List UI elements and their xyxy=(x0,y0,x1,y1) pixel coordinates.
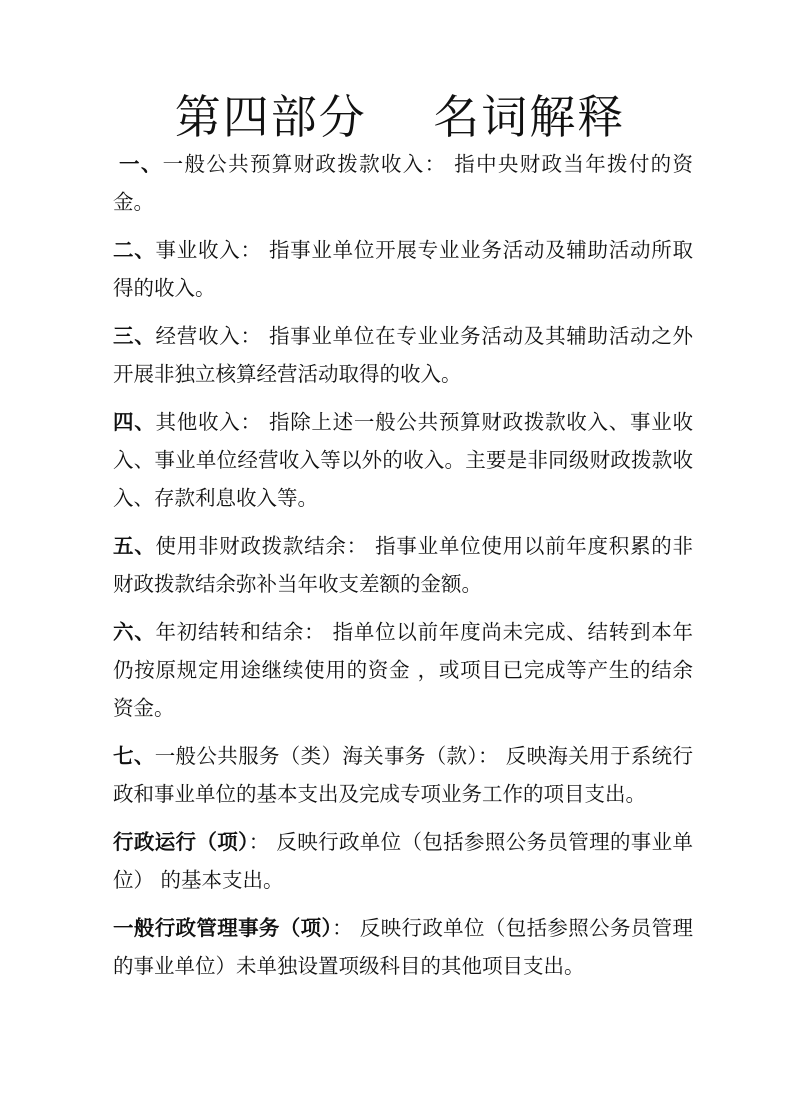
entry-term-plain: 事业收入 xyxy=(155,238,241,262)
entry-term: 二、 xyxy=(113,238,156,262)
entry-term-plain: 经营收入 xyxy=(155,324,241,348)
entry-separator: ： xyxy=(332,916,360,940)
entry-term-plain: 一般公共预算财政拨款收入 xyxy=(162,152,425,176)
entry-term-plain: 年初结转和结余 xyxy=(155,620,305,644)
entry-term-plain: 使用非财政拨款结余 xyxy=(155,534,347,558)
entry-separator: ： xyxy=(240,324,269,348)
entry-definition: 反映行政单位（包括参照公务员管理的事业单位） 的基本支出。 xyxy=(113,830,693,892)
entry-definition: 反映行政单位（包括参照公务员管理的事业单位）未单独设置项级科目的其他项目支出。 xyxy=(113,916,694,978)
definition-entry xyxy=(113,823,693,899)
entry-term-plain: 一般公共服务（类）海关事务（款） xyxy=(154,744,479,768)
entry-separator: ： xyxy=(478,744,506,768)
entry-term: 五、 xyxy=(113,534,156,558)
page-title: 第四部分 名词解释 xyxy=(174,90,626,144)
entry-term: 六、 xyxy=(113,620,156,644)
entry-term: 四、 xyxy=(113,410,156,434)
entry-definition: 指事业单位开展专业业务活动及辅助活动所取得的收入。 xyxy=(113,238,694,300)
entry-separator: ： xyxy=(346,534,376,558)
entry-term-plain: 其他收入 xyxy=(155,410,241,434)
entry-term: 一般行政管理事务（项） xyxy=(113,916,333,940)
entry-definition: 指中央财政当年拨付的资金。 xyxy=(113,152,694,214)
entry-definition: 反映海关用于系统行政和事业单位的基本支出及完成专项业务工作的项目支出。 xyxy=(113,744,694,806)
entry-separator: ： xyxy=(424,152,455,176)
entry-separator: ： xyxy=(240,410,269,434)
definition-entry xyxy=(113,231,693,307)
definition-entry xyxy=(113,145,693,221)
entry-separator: ： xyxy=(240,238,269,262)
entry-term: 行政运行（项） xyxy=(113,830,249,854)
entry-separator: ： xyxy=(248,830,277,854)
entry-term: 七、 xyxy=(113,744,155,768)
entry-term: 三、 xyxy=(113,324,156,348)
entry-separator: ： xyxy=(304,620,333,644)
definition-entry xyxy=(113,527,693,603)
definition-entry xyxy=(113,909,693,985)
definition-entry xyxy=(113,317,693,393)
entry-definition: 指事业单位使用以前年度积累的非财政拨款结余弥补当年收支差额的金额。 xyxy=(113,534,693,596)
definition-entry xyxy=(113,403,693,517)
entry-definition: 指除上述一般公共预算财政拨款收入、事业收入、事业单位经营收入等以外的收入。主要是非同级财政拨款收入、存款利息收入等。 xyxy=(113,410,694,510)
definition-entry xyxy=(113,613,693,727)
entry-term: 一、 xyxy=(119,152,163,176)
definitions-list xyxy=(113,145,693,995)
entry-definition: 指单位以前年度尚未完成、结转到本年仍按原规定用途继续使用的资金 ，或项目已完成等产生的结余资金。 xyxy=(113,620,694,720)
definition-entry xyxy=(113,737,693,813)
entry-definition: 指事业单位在专业业务活动及其辅助活动之外开展非独立核算经营活动取得的收入。 xyxy=(113,324,694,386)
